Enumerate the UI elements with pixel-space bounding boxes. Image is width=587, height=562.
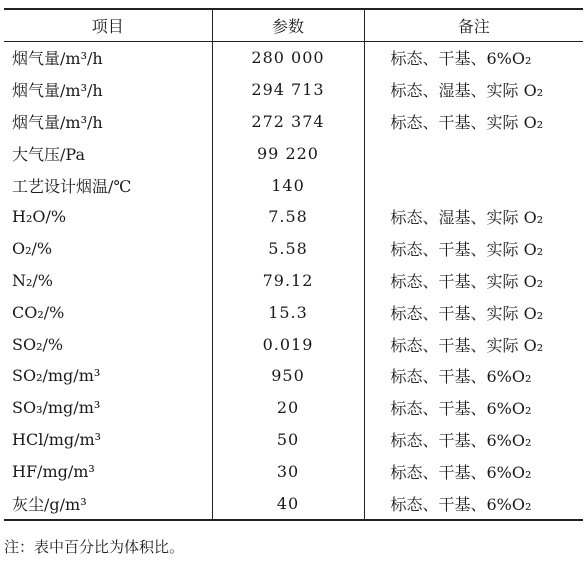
param-cell: 280 000 [212,42,364,74]
table-row [4,106,583,138]
param-cell: 99 220 [212,137,364,169]
note-cell: 标态、干基、实际 O₂ [364,328,583,360]
item-cell: CO₂/% [12,302,65,322]
item-cell: 工艺设计烟温/℃ [12,176,132,196]
table-footnote: 注：表中百分比为体积比。 [4,538,185,556]
table-row [4,296,583,328]
table-row [4,455,583,487]
note-cell: 标态、干基、6%O₂ [364,424,583,456]
note-cell: 标态、干基、6%O₂ [364,392,583,424]
param-cell: 7.58 [212,201,364,233]
header-item: 项目 [91,17,124,36]
item-cell: HCl/mg/m³ [12,429,102,449]
table-row [4,328,583,360]
header-row [4,9,583,42]
table-row [4,487,583,520]
table-row [4,265,583,297]
note-cell [364,137,583,169]
note-cell: 标态、干基、实际 O₂ [364,106,583,138]
header-note: 备注 [364,9,583,42]
header-param: 参数 [212,9,364,42]
param-cell: 20 [212,392,364,424]
note-cell: 标态、干基、6%O₂ [364,42,583,74]
table-row [4,424,583,456]
param-cell: 0.019 [212,328,364,360]
item-cell: SO₂/mg/m³ [12,366,101,386]
item-cell: SO₂/% [12,334,64,354]
table-row [4,233,583,265]
flue-gas-parameter-table [4,8,583,521]
table-row [4,169,583,201]
param-cell: 50 [212,424,364,456]
item-cell: N₂/% [12,270,54,290]
table-row [4,392,583,424]
param-cell: 40 [212,487,364,520]
param-cell: 294 713 [212,74,364,106]
note-cell: 标态、干基、6%O₂ [364,360,583,392]
item-cell: 灰尘/g/m³ [12,494,87,514]
note-cell: 标态、干基、实际 O₂ [364,265,583,297]
param-cell: 272 374 [212,106,364,138]
table-row [4,137,583,169]
item-cell: 烟气量/m³/h [12,49,103,69]
item-cell: HF/mg/m³ [12,461,95,481]
note-cell: 标态、干基、6%O₂ [364,487,583,520]
note-cell: 标态、干基、实际 O₂ [364,233,583,265]
item-cell: 烟气量/m³/h [12,112,103,132]
note-cell: 标态、湿基、实际 O₂ [364,74,583,106]
data-table-container [4,8,583,521]
param-cell: 950 [212,360,364,392]
table-row [4,201,583,233]
param-cell: 15.3 [212,296,364,328]
item-cell: H₂O/% [12,207,67,227]
item-cell: 烟气量/m³/h [12,81,103,101]
param-cell: 79.12 [212,265,364,297]
param-cell: 30 [212,455,364,487]
table-row [4,360,583,392]
note-cell: 标态、干基、6%O₂ [364,455,583,487]
item-cell: O₂/% [12,239,53,259]
note-cell [364,169,583,201]
param-cell: 140 [212,169,364,201]
note-cell: 标态、干基、实际 O₂ [364,296,583,328]
table-row [4,42,583,74]
param-cell: 5.58 [212,233,364,265]
item-cell: SO₃/mg/m³ [12,398,101,418]
table-row [4,74,583,106]
table-body [4,42,583,520]
note-cell: 标态、湿基、实际 O₂ [364,201,583,233]
item-cell: 大气压/Pa [12,144,85,164]
table-header [4,9,583,42]
